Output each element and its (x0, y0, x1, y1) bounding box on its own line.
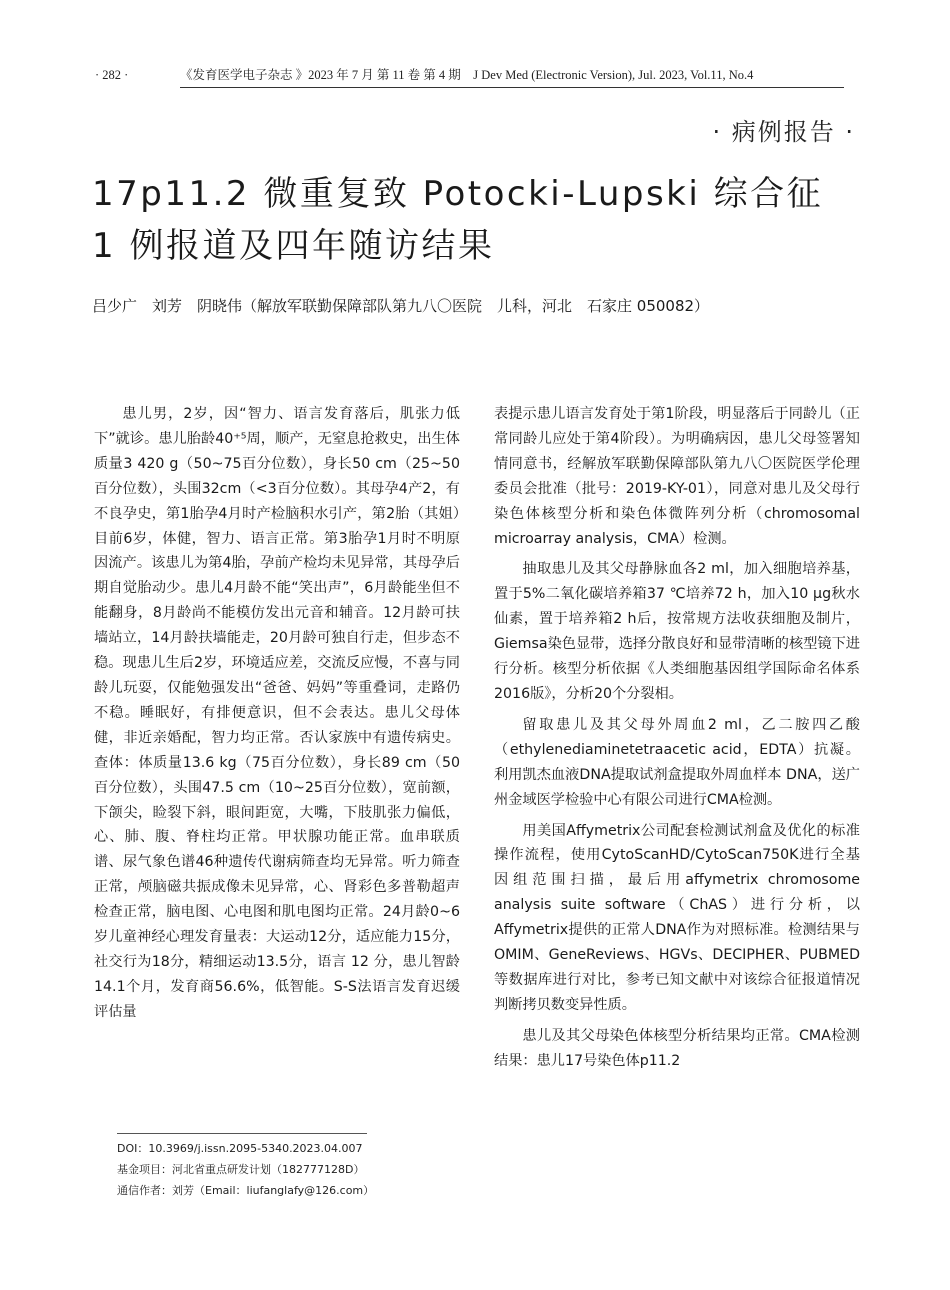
footnote-rule (117, 1133, 367, 1134)
article-title (92, 168, 852, 272)
header-rule (180, 87, 844, 88)
doi-note: DOI：10.3969/j.issn.2095-5340.2023.04.007 (117, 1142, 363, 1155)
paragraph: 患儿及其父母染色体核型分析结果均正常。CMA检测结果：患儿17号染色体p11.2 (494, 1027, 860, 1069)
paragraph: 患儿男，2岁，因“智力、语言发育落后，肌张力低下”就诊。患儿胎龄40⁺⁵周，顺产，无窒息抢救史，出生体质量3 420 g（50~75百分位数），身长50 cm（25~50百分位数），头围32cm（<3百分位数）。其母孕4产2，有不良孕史，第1胎孕4月时产检脑积水引产，第2胎（其姐）目前6岁，体健，智力、语言正常。第3胎孕1月时不明原因流产。该患儿为第4胎，孕前产检均未见异常，其母孕后期自觉胎动少。患儿4月龄不能“笑出声”，6月龄能坐但不能翻身，8月龄尚不能模仿发出元音和辅音。12月龄可扶墙站立，14月龄扶墙能走，20月龄可独自行走，但步态不稳。现患儿生后2岁，环境适应差，交流反应慢，不喜与同龄儿玩耍，仅能勉强发出“爸爸、妈妈”等重叠词，走路仍不稳。睡眠好，有排便意识，但不会表达。患儿父母体健，非近亲婚配，智力均正常。否认家族中有遗传病史。查体：体质量13.6 kg（75百分位数），身长89 cm（50百分位数），头围47.5 cm（10~25百分位数），宽前额，下颌尖，睑裂下斜，眼间距宽，大嘴，下肢肌张力偏低，心、肺、腹、脊柱均正常。甲状腺功能正常。血串联质谱、尿气象色谱46种遗传代谢病筛查均无异常。听力筛查正常，颅脑磁共振成像未见异常，心、肾彩色多普勒超声检查正常，脑电图、心电图和肌电图均正常。24月龄0~6岁儿童神经心理发育量表：大运动12分，适应能力15分，社交行为18分，精细运动13.5分，语言 12 分，患儿智龄14.1个月，发育商56.6%，低智能。S-S法语言发育迟缓评估量 (94, 406, 460, 1020)
running-header (95, 65, 855, 83)
page-number: · 282 · (95, 68, 129, 82)
paragraph: 表提示患儿语言发育处于第1阶段，明显落后于同龄儿（正常同龄儿应处于第4阶段）。为明确病因，患儿父母签署知情同意书，经解放军联勤保障部队第九八〇医院医学伦理委员会批准（批号：2019-KY-01），同意对患儿及父母行染色体核型分析和染色体微阵列分析（chromosomal microarray analysis，CMA）检测。 (494, 406, 860, 547)
footnotes (117, 1138, 517, 1201)
funding-note: 基金项目：河北省重点研发计划（182777128D） (117, 1163, 365, 1176)
title-line-2: 1 例报道及四年随访结果 (92, 226, 495, 266)
section-label: · 病例报告 · (712, 118, 855, 146)
journal-citation: 《发育医学电子杂志 》2023 年 7 月 第 11 卷 第 4 期 J Dev Med (Electronic Version), Jul. 2023, Vol.11, No.4 (180, 68, 754, 82)
paragraph: 用美国Affymetrix公司配套检测试剂盒及优化的标准操作流程，使用CytoScanHD/CytoScan750K进行全基因组范围扫描，最后用affymetrix chromosome analysis suite software（ChAS）进行分析，以Affymetrix提供的正常人DNA作为对照标准。检测结果与OMIM、GeneReviews、HGVs、DECIPHER、PUBMED等数据库进行对比，参考已知文献中对该综合征报道情况判断拷贝数变异性质。 (494, 822, 860, 1013)
paragraph: 留取患儿及其父母外周血2 ml，乙二胺四乙酸（ethylenediaminetetraacetic acid，EDTA）抗凝。利用凯杰血液DNA提取试剂盒提取外周血样本 DNA，送广州金域医学检验中心有限公司进行CMA检测。 (494, 716, 860, 808)
author-affiliation: 吕少广 刘芳 阴晓伟（解放军联勤保障部队第九八〇医院 儿科，河北 石家庄 050082） (92, 297, 710, 315)
body-column-left (94, 402, 460, 1031)
paragraph: 抽取患儿及其父母静脉血各2 ml，加入细胞培养基，置于5%二氧化碳培养箱37 ℃培养72 h，加入10 μg秋水仙素，置于培养箱2 h后，按常规方法收获细胞及制片，Giemsa染色显带，选择分散良好和显带清晰的核型镜下进行分析。核型分析依据《人类细胞基因组学国际命名体系2016版》，分析20个分裂相。 (494, 561, 860, 702)
corresponding-author-note: 通信作者：刘芳（Email：liufanglafy@126.com） (117, 1184, 375, 1197)
body-column-right (494, 402, 860, 1074)
title-line-1: 17p11.2 微重复致 Potocki-Lupski 综合征 (92, 174, 824, 214)
